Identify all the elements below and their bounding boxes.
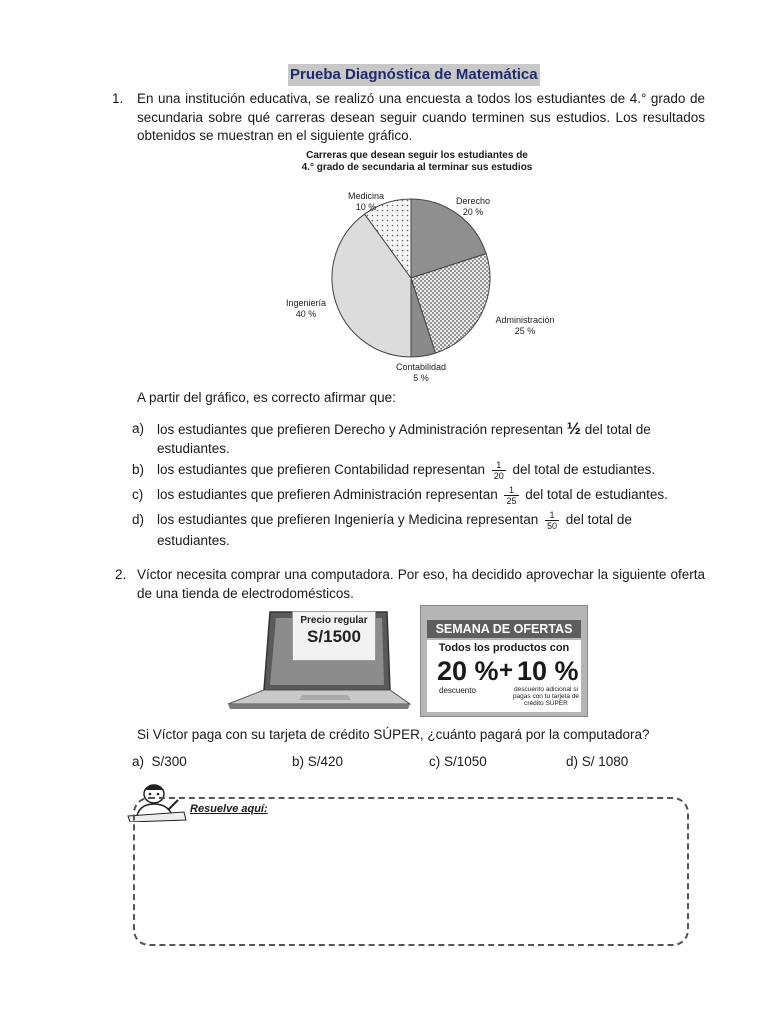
pie-label-contabilidad: Contabilidad: [395, 362, 447, 372]
option-a-text: [157, 419, 651, 458]
option-b-text: [157, 460, 655, 481]
option-a[interactable]: [132, 419, 692, 459]
answer-c-value: S/1050: [444, 754, 487, 769]
pie-label-derecho: Derecho: [455, 196, 491, 206]
offer-caption-1: descuento: [439, 686, 476, 695]
option-d-denominator: 50: [547, 521, 558, 531]
answer-b[interactable]: [292, 753, 343, 771]
pie-value-administracion: 25 %: [514, 326, 536, 336]
option-a-line2: estudiantes.: [157, 441, 230, 456]
answer-b-value: S/420: [307, 754, 344, 769]
offer-body: [427, 640, 581, 712]
answer-d-value: S/ 1080: [581, 754, 629, 769]
offer-subheader: Todos los productos con: [438, 642, 570, 654]
answer-a[interactable]: [132, 753, 187, 771]
offer-caption-2-line-1: descuento adicional si: [514, 686, 578, 693]
option-d-text: [157, 510, 632, 550]
offer-discount-1: 20 %: [437, 656, 499, 686]
option-b-fraction: [492, 460, 506, 481]
answer-b-label: b): [292, 754, 305, 769]
page-title: Prueba Diagnóstica de Matemática: [288, 64, 540, 86]
answer-a-value: S/300: [151, 754, 187, 769]
price-tag-label: Precio regular: [300, 615, 368, 626]
price-tag: [292, 611, 376, 661]
pie-value-ingenieria: 40 %: [295, 309, 317, 319]
offer-plus: +: [499, 657, 514, 684]
pie-value-derecho: 20 %: [462, 207, 484, 217]
question-2-prompt: Si Víctor paga con su tarjeta de crédito SÚPER, ¿cuánto pagará por la computadora?: [137, 727, 650, 742]
question-1-prompt: A partir del gráfico, es correcto afirmar que:: [137, 390, 396, 405]
option-c-text: [157, 485, 668, 506]
pie-value-contabilidad: 5 %: [413, 373, 429, 383]
pie-label-ingenieria: Ingeniería: [285, 298, 327, 308]
pie-label-administracion: Administración: [495, 315, 555, 325]
option-c-denominator: 25: [506, 496, 517, 506]
option-b-denominator: 20: [493, 471, 504, 481]
chart-title-line-2: 4.° grado de secundaria al terminar sus estudios: [301, 162, 533, 173]
price-tag-value: S/1500: [307, 627, 361, 646]
offer-caption-2-line-2: pagas con tu tarjeta de: [512, 693, 580, 700]
answer-c[interactable]: [429, 753, 487, 771]
answer-d-label: d): [566, 754, 579, 769]
question-2-text: Víctor necesita comprar una computadora. Por eso, ha decidido aprovechar la siguiente oferta de una tienda de electrodomésticos.: [137, 567, 705, 601]
pie-label-medicina: Medicina: [347, 191, 385, 201]
question-2-number: 2.: [115, 567, 127, 582]
option-a-before: los estudiantes que prefieren Derecho y Administración representan: [157, 422, 563, 437]
option-b-label: b): [132, 462, 145, 477]
option-b[interactable]: [132, 460, 712, 482]
pie-value-medicina: 10 %: [355, 202, 377, 212]
option-a-label: a): [132, 421, 145, 436]
option-b-numerator: 1: [492, 460, 506, 471]
option-d-before: los estudiantes que prefieren Ingeniería y Medicina representan: [157, 512, 539, 528]
answer-c-label: c): [429, 754, 441, 769]
option-c-after: del total de estudiantes.: [525, 487, 668, 503]
option-a-after: del total de: [584, 422, 651, 437]
option-d-label: d): [132, 512, 145, 527]
answer-a-label: a): [132, 754, 145, 769]
work-area[interactable]: [133, 797, 689, 946]
option-c-before: los estudiantes que prefieren Administración representan: [157, 487, 498, 503]
offer-discount-2: 10 %: [517, 656, 579, 686]
option-c[interactable]: [132, 485, 712, 507]
option-a-fraction: ½: [566, 419, 581, 438]
option-b-after: del total de estudiantes.: [512, 462, 656, 478]
option-c-fraction: [504, 485, 518, 506]
option-d-numerator: 1: [545, 510, 559, 521]
answer-d[interactable]: [566, 753, 628, 771]
chart-title-line-1: Carreras que desean seguir los estudiantes de: [306, 150, 528, 161]
option-c-numerator: 1: [504, 485, 518, 496]
question-1-text: En una institución educativa, se realizó una encuesta a todos los estudiantes de 4.° grado de secundaria sobre qué carreras desean seguir cuando terminen sus estudios. Los resultados obtenidos se muestran en el siguiente gráfico.: [137, 91, 705, 143]
question-1-number: 1.: [112, 91, 124, 106]
offer-header: SEMANA DE OFERTAS: [427, 620, 581, 638]
pie-chart: [270, 178, 570, 388]
option-d-after: del total de: [565, 512, 632, 528]
offer-caption-2: [511, 686, 581, 707]
option-d-fraction: [545, 510, 559, 531]
option-d[interactable]: [132, 510, 712, 550]
offer-banner: [420, 605, 588, 717]
chart-title: [282, 150, 552, 174]
offer-caption-2-line-3: crédito SÚPER: [524, 700, 568, 707]
work-area-label: Resuelve aquí:: [190, 803, 268, 815]
option-c-label: c): [132, 487, 144, 502]
option-d-line2: estudiantes.: [157, 533, 230, 548]
option-b-before: los estudiantes que prefieren Contabilidad representan: [157, 462, 485, 478]
